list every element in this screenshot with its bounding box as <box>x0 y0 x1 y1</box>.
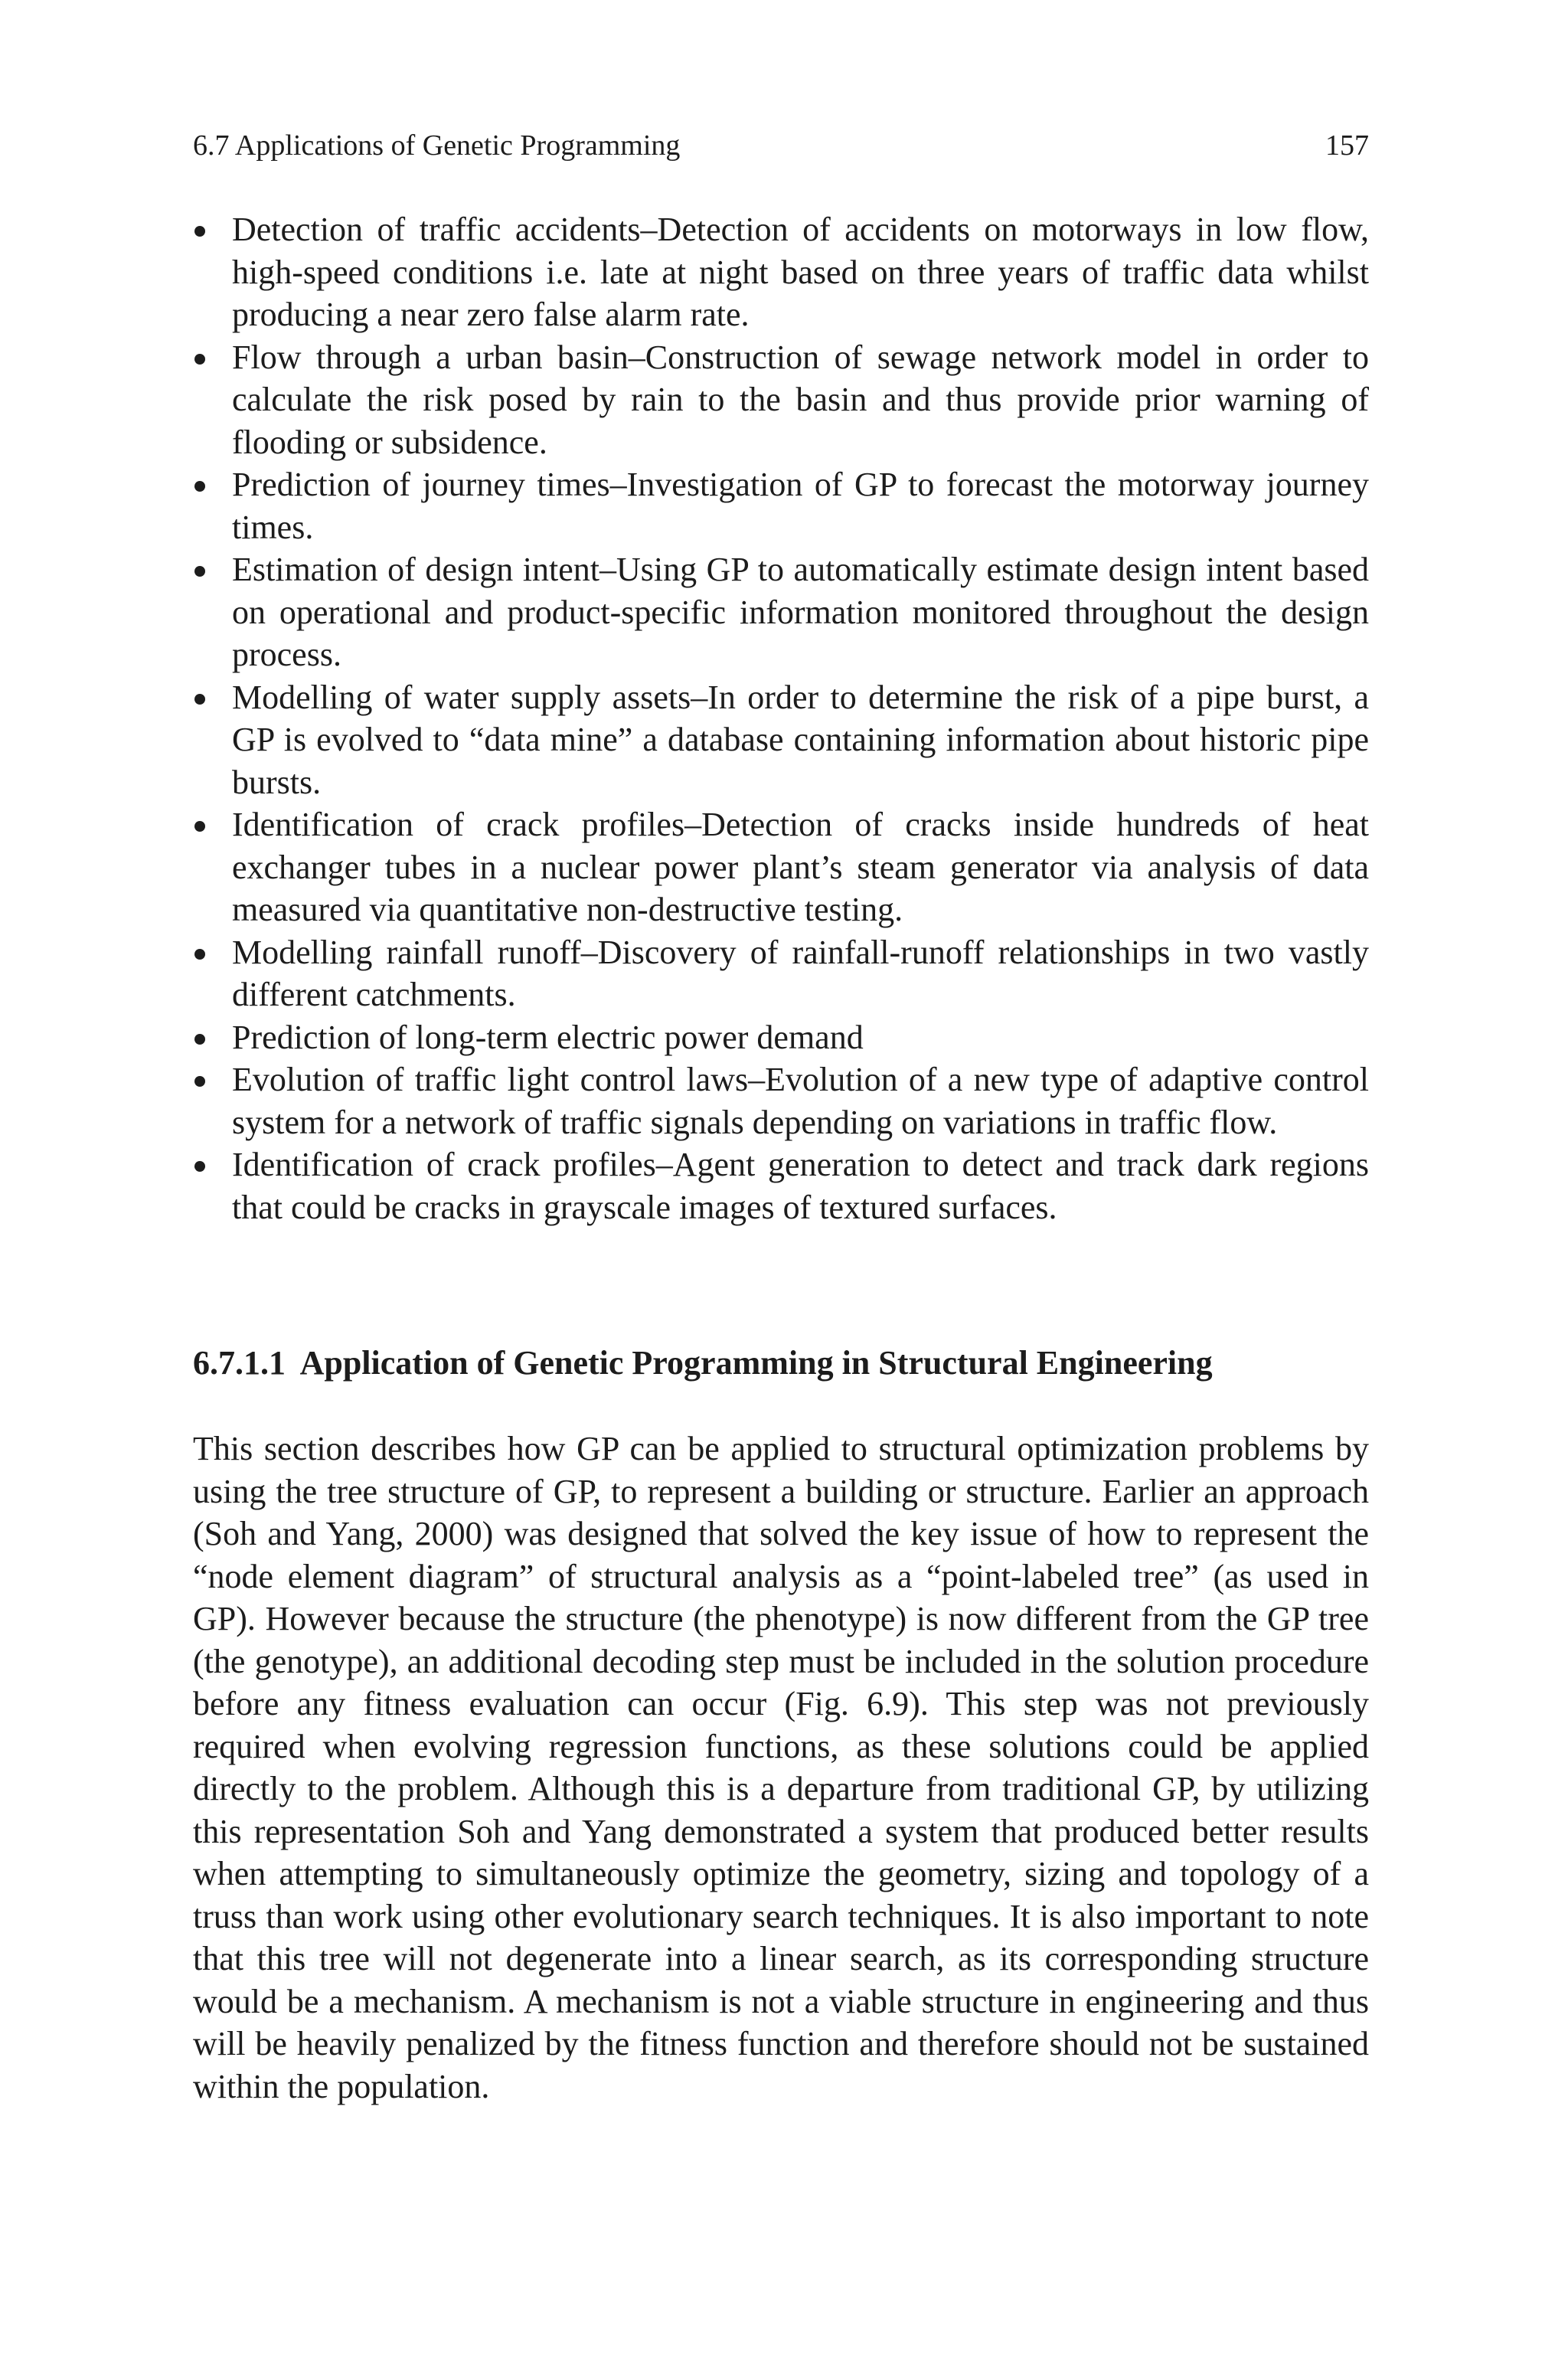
list-item-text: Prediction of journey times–Investigation of GP to forecast the motorway journey times. <box>232 466 1369 546</box>
running-head-section: 6.7 Applications of Genetic Programming <box>193 129 681 162</box>
body-paragraph: This section describes how GP can be applied to structural optimization problems by using the tree structure of GP, to represent a building or structure. Earlier an approach (Soh and Yang, 2000) was designed that solved the key issue of how to represent the “node element diagram” of structural analysis as a “point-labeled tree” (as used in GP). However because the structure (the phenotype) is now different from the GP tree (the genotype), an additional decoding step must be included in the solution procedure before any fitness evaluation can occur (Fig. 6.9). This step was not previously required when evolving regression functions, as these solutions could be applied directly to the problem. Although this is a departure from traditional GP, by utilizing this representation Soh and Yang demonstrated a system that produced better results when attempting to simultaneously optimize the geometry, sizing and topology of a truss than work using other evolutionary search techniques. It is also important to note that this tree will not degenerate into a linear search, as its corresponding structure would be a mechanism. A mechanism is not a viable structure in engineering and thus will be heavily penalized by the fitness function and therefore should not be sustained within the population. <box>193 1430 1369 2105</box>
list-item <box>193 803 1369 931</box>
bullet-icon <box>194 354 205 365</box>
application-list <box>193 208 1369 1228</box>
running-head <box>193 123 1369 168</box>
list-item-text: Detection of traffic accidents–Detection of accidents on motorways in low flow, high-speed conditions i.e. late at night based on three years of traffic data whilst producing a near zero false alarm rate. <box>232 211 1369 333</box>
list-item-text: Identification of crack profiles–Detection of cracks inside hundreds of heat exchanger tubes in a nuclear power plant’s steam generator via analysis of data measured via quantitative non-destructive testing. <box>232 806 1369 928</box>
list-item <box>193 1058 1369 1143</box>
list-item-text: Modelling rainfall runoff–Discovery of rainfall-runoff relationships in two vastly different catchments. <box>232 933 1369 1013</box>
list-item-text: Modelling of water supply assets–In order to determine the risk of a pipe burst, a GP is evolved to “data mine” a database containing information about historic pipe bursts. <box>232 678 1369 801</box>
list-item-text: Identification of crack profiles–Agent generation to detect and track dark regions that could be cracks in grayscale images of textured surfaces. <box>232 1146 1369 1226</box>
section-number: 6.7.1.1 <box>193 1344 286 1382</box>
section-title: Application of Genetic Programming in Structural Engineering <box>299 1344 1213 1382</box>
list-item <box>193 1016 1369 1059</box>
bullet-icon <box>194 1161 205 1172</box>
list-item <box>193 208 1369 336</box>
list-item <box>193 336 1369 464</box>
bullet-icon <box>194 694 205 705</box>
bullet-icon <box>194 566 205 577</box>
book-page <box>193 123 1369 2108</box>
bullet-icon <box>194 1076 205 1087</box>
list-item-text: Prediction of long-term electric power demand <box>232 1018 864 1056</box>
list-item-text: Evolution of traffic light control laws–Evolution of a new type of adaptive control system for a network of traffic signals depending on variations in traffic flow. <box>232 1061 1369 1141</box>
bullet-icon <box>194 821 205 832</box>
bullet-icon <box>194 949 205 960</box>
list-item <box>193 676 1369 804</box>
bullet-icon <box>194 1034 205 1045</box>
section-heading <box>193 1342 1369 1385</box>
page-number: 157 <box>1325 129 1369 162</box>
list-item <box>193 1143 1369 1228</box>
list-item <box>193 463 1369 548</box>
bullet-icon <box>194 481 205 492</box>
list-item <box>193 931 1369 1016</box>
bullet-icon <box>194 226 205 237</box>
list-item <box>193 548 1369 676</box>
list-item-text: Flow through a urban basin–Construction of sewage network model in order to calculate the risk posed by rain to the basin and thus provide prior warning of flooding or subsidence. <box>232 338 1369 461</box>
list-item-text: Estimation of design intent–Using GP to automatically estimate design intent based on operational and product-specific information monitored throughout the design process. <box>232 551 1369 673</box>
